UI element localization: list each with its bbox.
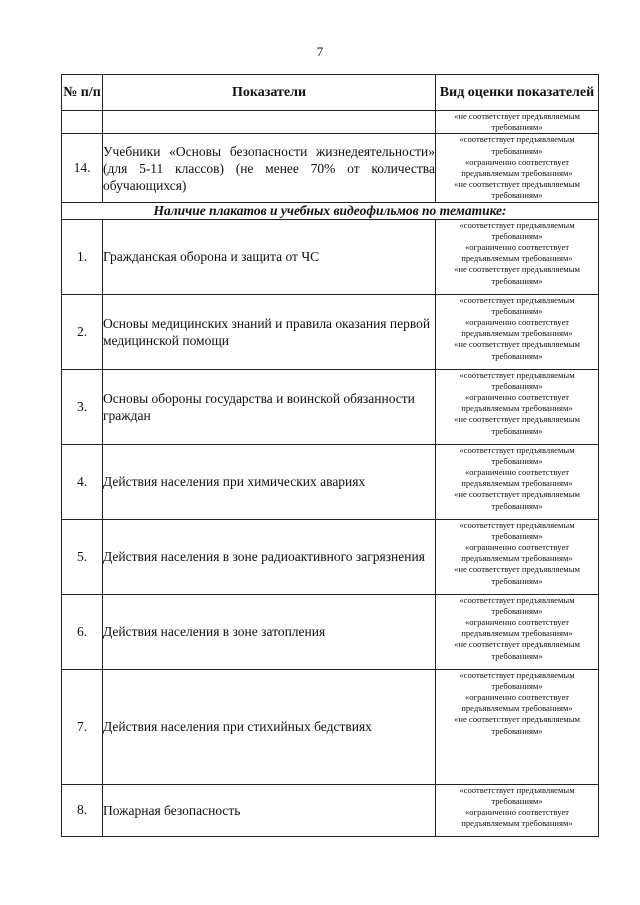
eval-option: «не соответствует предъявляемым требованиям»: [454, 339, 580, 361]
row-num: 1.: [62, 219, 103, 294]
row-num: 6.: [62, 594, 103, 669]
continuation-name: [103, 111, 436, 134]
table-row-1: [62, 219, 599, 294]
row-name: Действия населения в зоне радиоактивного загрязнения: [103, 519, 436, 594]
row-num: 3.: [62, 369, 103, 444]
eval-option: «соответствует предъявляемым требованиям»: [459, 369, 575, 391]
eval-option: «ограниченно соответствует предъявляемым требованиям»: [461, 542, 573, 564]
eval-option: «не соответствует предъявляемым требованиям»: [454, 639, 580, 661]
eval-option: «не соответствует предъявляемым требованиям»: [454, 264, 580, 286]
row-eval: [436, 669, 599, 784]
eval-option: «ограниченно соответствует предъявляемым требованиям»: [461, 242, 573, 264]
row-name: Учебники «Основы безопасности жизнедеятельности» (для 5-11 классов) (не менее 70% от количества обучающихся): [103, 134, 436, 202]
header-indicator: Показатели: [103, 75, 436, 111]
eval-option: «не соответствует предъявляемым требованиям»: [454, 414, 580, 436]
row-eval: [436, 369, 599, 444]
section-row: [62, 202, 599, 219]
row-num: 8.: [62, 784, 103, 836]
eval-option: «ограниченно соответствует предъявляемым требованиям»: [461, 467, 573, 489]
row-name: Действия населения при стихийных бедствиях: [103, 669, 436, 784]
row-eval: [436, 519, 599, 594]
continuation-row: [62, 111, 599, 134]
assessment-table: [61, 74, 599, 837]
eval-option: «не соответствует предъявляемым требованиям»: [454, 489, 580, 511]
row-eval: [436, 294, 599, 369]
eval-option: «не соответствует предъявляемым требованиям»: [454, 714, 580, 736]
eval-option: «соответствует предъявляемым требованиям»: [459, 294, 575, 316]
row-eval: [436, 134, 599, 202]
row-name: Пожарная безопасность: [103, 784, 436, 836]
eval-option: «ограниченно соответствует предъявляемым требованиям»: [461, 692, 573, 714]
eval-option: «соответствует предъявляемым требованиям»: [459, 444, 575, 466]
row-num: 2.: [62, 294, 103, 369]
table-row-4: [62, 444, 599, 519]
continuation-eval: [436, 111, 599, 134]
row-eval: [436, 784, 599, 836]
row-eval: [436, 219, 599, 294]
eval-option: «соответствует предъявляемым требованиям»: [459, 784, 575, 806]
row-num: 4.: [62, 444, 103, 519]
row-name: Гражданская оборона и защита от ЧС: [103, 219, 436, 294]
table-row-14: [62, 134, 599, 202]
row-name: Действия населения в зоне затопления: [103, 594, 436, 669]
table-row-8: [62, 784, 599, 836]
table-row-3: [62, 369, 599, 444]
eval-option: «не соответствует предъявляемым требованиям»: [454, 111, 580, 133]
section-title: Наличие плакатов и учебных видеофильмов по тематике:: [62, 202, 599, 219]
row-num: 5.: [62, 519, 103, 594]
page-number: 7: [316, 44, 324, 59]
continuation-num: [62, 111, 103, 134]
table-header-row: [62, 75, 599, 111]
row-num: 14.: [62, 134, 103, 202]
row-name: Действия населения при химических авариях: [103, 444, 436, 519]
eval-option: «ограниченно соответствует предъявляемым требованиям»: [461, 617, 573, 639]
eval-option: «не соответствует предъявляемым требованиям»: [454, 564, 580, 586]
row-eval: [436, 444, 599, 519]
eval-option: «ограниченно соответствует предъявляемым требованиям»: [461, 807, 573, 829]
header-num: № п/п: [62, 75, 103, 111]
table-row-5: [62, 519, 599, 594]
eval-option: «соответствует предъявляемым требованиям»: [459, 134, 575, 156]
eval-option: «соответствует предъявляемым требованиям»: [459, 219, 575, 241]
eval-option: «не соответствует предъявляемым требованиям»: [454, 179, 580, 201]
row-eval: [436, 594, 599, 669]
table-row-6: [62, 594, 599, 669]
eval-option: «соответствует предъявляемым требованиям»: [459, 669, 575, 691]
row-num: 7.: [62, 669, 103, 784]
row-name: Основы обороны государства и воинской обязанности граждан: [103, 369, 436, 444]
eval-option: «ограниченно соответствует предъявляемым требованиям»: [461, 317, 573, 339]
table-row-2: [62, 294, 599, 369]
eval-option: «ограниченно соответствует предъявляемым требованиям»: [461, 156, 573, 179]
table-row-7: [62, 669, 599, 784]
row-name: Основы медицинских знаний и правила оказания первой медицинской помощи: [103, 294, 436, 369]
header-assessment: Вид оценки показателей: [436, 75, 599, 111]
eval-option: «соответствует предъявляемым требованиям»: [459, 594, 575, 616]
eval-option: «соответствует предъявляемым требованиям»: [459, 519, 575, 541]
eval-option: «ограниченно соответствует предъявляемым требованиям»: [461, 392, 573, 414]
